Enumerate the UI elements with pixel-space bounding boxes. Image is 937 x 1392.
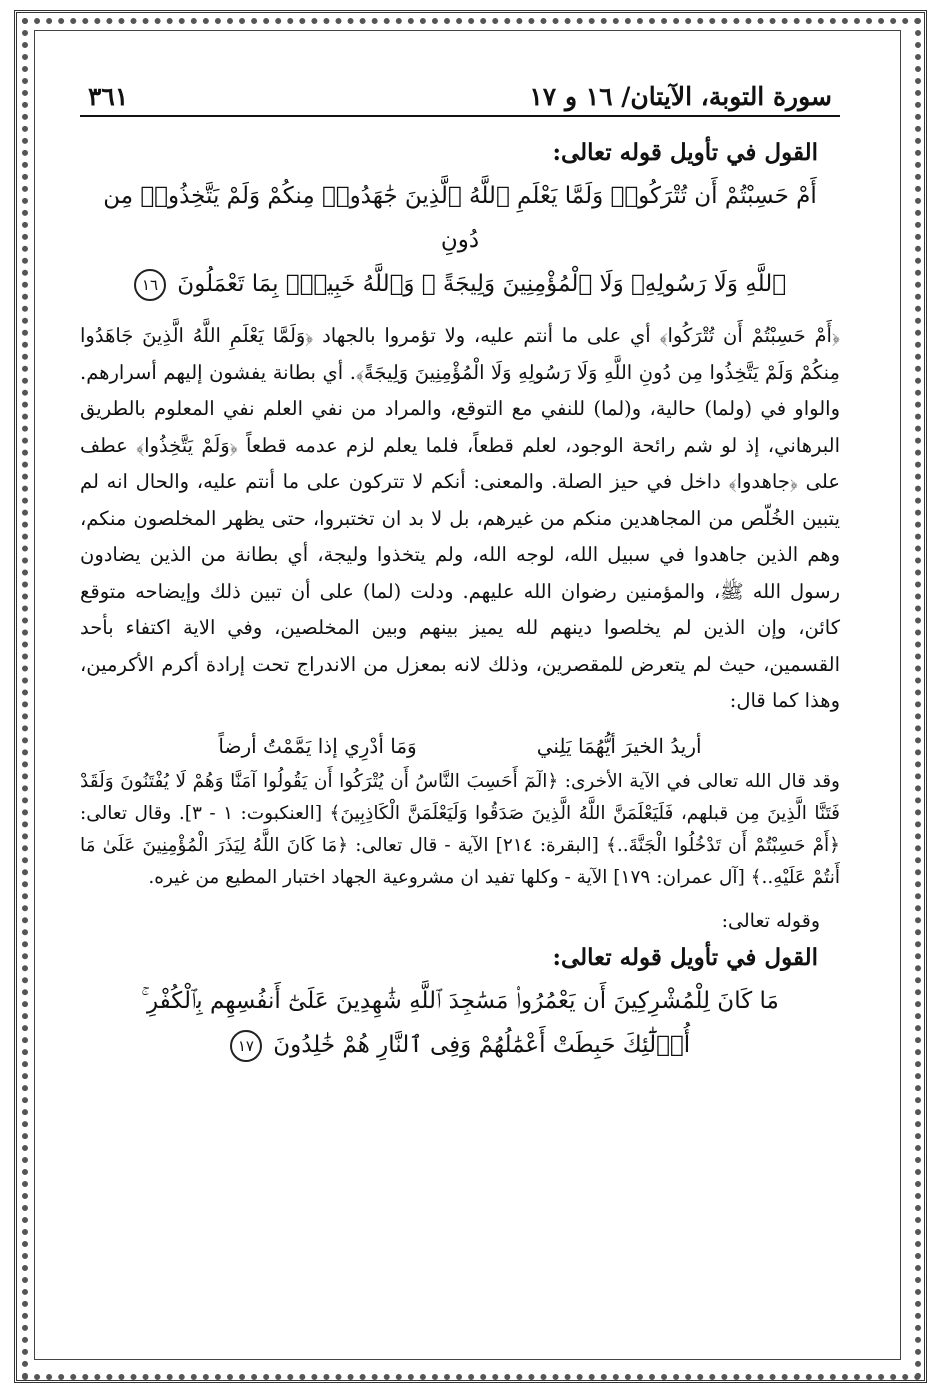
verse-text: أُو۟لَٰٓئِكَ حَبِطَتْ أَعْمَٰلُهُمْ وَفِى ٱلنَّارِ هُمْ خَٰلِدُونَ [273,1031,691,1058]
verse-line: أَمْ حَسِبْتُمْ أَن تُتْرَكُوا۟ وَلَمَّا يَعْلَمِ ٱللَّهُ ٱلَّذِينَ جَٰهَدُوا۟ مِنكُمْ وَلَمْ يَتَّخِذُوا۟ مِن دُونِ [103,183,817,253]
book-page [80,65,840,1315]
commentary-paragraph: ﴿أَمْ حَسِبْتُمْ أَن تُتْرَكُوا﴾ أي على ما أنتم عليه، ولا تؤمروا بالجهاد ﴿وَلَمَّا يَعْلَمِ اللَّهُ الَّذِينَ جَاهَدُوا مِنكُمْ وَلَمْ يَتَّخِذُوا مِن دُونِ اللَّهِ وَلَا رَسُولِهِ وَلَا الْمُؤْمِنِينَ وَلِيجَةً﴾. أي بطانة يفشون إليهم أسرارهم. والواو في (ولما) حالية، و(لما) للنفي مع التوقع، والمراد من نفي العلم نفي المعلوم بالطريق البرهاني، إذ لو شم رائحة الوجود، لعلم قطعاً، فلما يعلم لزم عدمه قطعاً ﴿وَلَمْ يَتَّخِذُوا﴾ عطف على ﴿جاهدوا﴾ داخل في حيز الصلة. والمعنى: أنكم لا تتركون على ما أنتم عليه، والحال انه لم يتبين الخُلّص من المجاهدين منكم من غيرهم، بل لا بد ان تختبروا، حتى يظهر المخلصون منكم، وهم الذين جاهدوا في سبيل الله، لوجه الله، ولم يتخذوا وليجة، أي بطانة من الذين يضادون رسول الله ﷺ، والمؤمنين رضوان الله عليهم. ودلت (لما) على أن تبين ذلك وإيضاحه متوقع كائن، وإن الذين لم يخلصوا دينهم لله يميز بينهم وبين المخلصين، وفي الاية اكتفاء بأحد القسمين، حيث لم يتعرض للمقصرين، وذلك لانه بمعزل من الاندراج تحت إرادة أكرم الأكرمين، وهذا كما قال: [80,324,840,712]
poetry-verse [80,734,840,758]
quran-verse-17 [90,979,830,1067]
verse-text: ٱللَّهِ وَلَا رَسُولِهِۦ وَلَا ٱلْمُؤْمِنِينَ وَلِيجَةً ۚ وَٱللَّهُ خَبِيرٌۢ بِمَا تَعْمَلُونَ [177,271,786,297]
commentary-paragraph-2: وقد قال الله تعالى في الآية الأخرى: ﴿الٓمٓ أَحَسِبَ النَّاسُ أَن يُتْرَكُوا أَن يَقُولُوا آمَنَّا وَهُمْ لَا يُفْتَنُونَ وَلَقَدْ فَتَنَّا الَّذِينَ مِن قبلهم، فَلَيَعْلَمَنَّ اللَّهُ الَّذِينَ صَدَقُوا وَلَيَعْلَمَنَّ الْكَاذِبِينَ﴾ [العنكبوت: ١ - ٣]. وقال تعالى: ﴿أَمْ حَسِبْتُمْ أَن تَدْخُلُوا الْجَنَّةَ..﴾ [البقرة: ٢١٤] الآية - قال تعالى: ﴿مَا كَانَ اللَّهُ لِيَذَرَ الْمُؤْمِنِينَ عَلَىٰ مَا أَنتُمْ عَلَيْهِ..﴾ [آل عمران: ١٧٩] الآية - وكلها تفيد ان مشروعية الجهاد اختبار المطيع من غيره. [80,770,841,888]
verse-line: مَا كَانَ لِلْمُشْرِكِينَ أَن يَعْمُرُوا۟ مَسَٰجِدَ ٱللَّهِ شَٰهِدِينَ عَلَىٰٓ أَنفُسِهِم بِٱلْكُفْرِ ۚ [141,987,779,1014]
transition-text: وقوله تعالى: [721,909,820,932]
page-number: ٣٦١ [88,82,129,111]
poetry-hemistich-right: أريدُ الخيرَ أيُّهُمَا يَلِني [536,733,702,758]
quran-verse-16 [90,174,830,306]
running-header [80,65,840,117]
section-heading-1: القول في تأويل قوله تعالى: [552,139,818,166]
poetry-hemistich-left: وَمَا أدْرِي إذا يَمَّمْتُ أرضاً [218,733,417,758]
verse-line [90,1023,830,1067]
verse-number-badge: ١٦ [134,269,166,301]
header-title: سورة التوبة، الآيتان/ ١٦ و ١٧ [529,82,832,111]
section-heading-2: القول في تأويل قوله تعالى: [552,943,818,971]
verse-number-badge: ١٧ [230,1030,262,1062]
verse-line [90,262,830,306]
